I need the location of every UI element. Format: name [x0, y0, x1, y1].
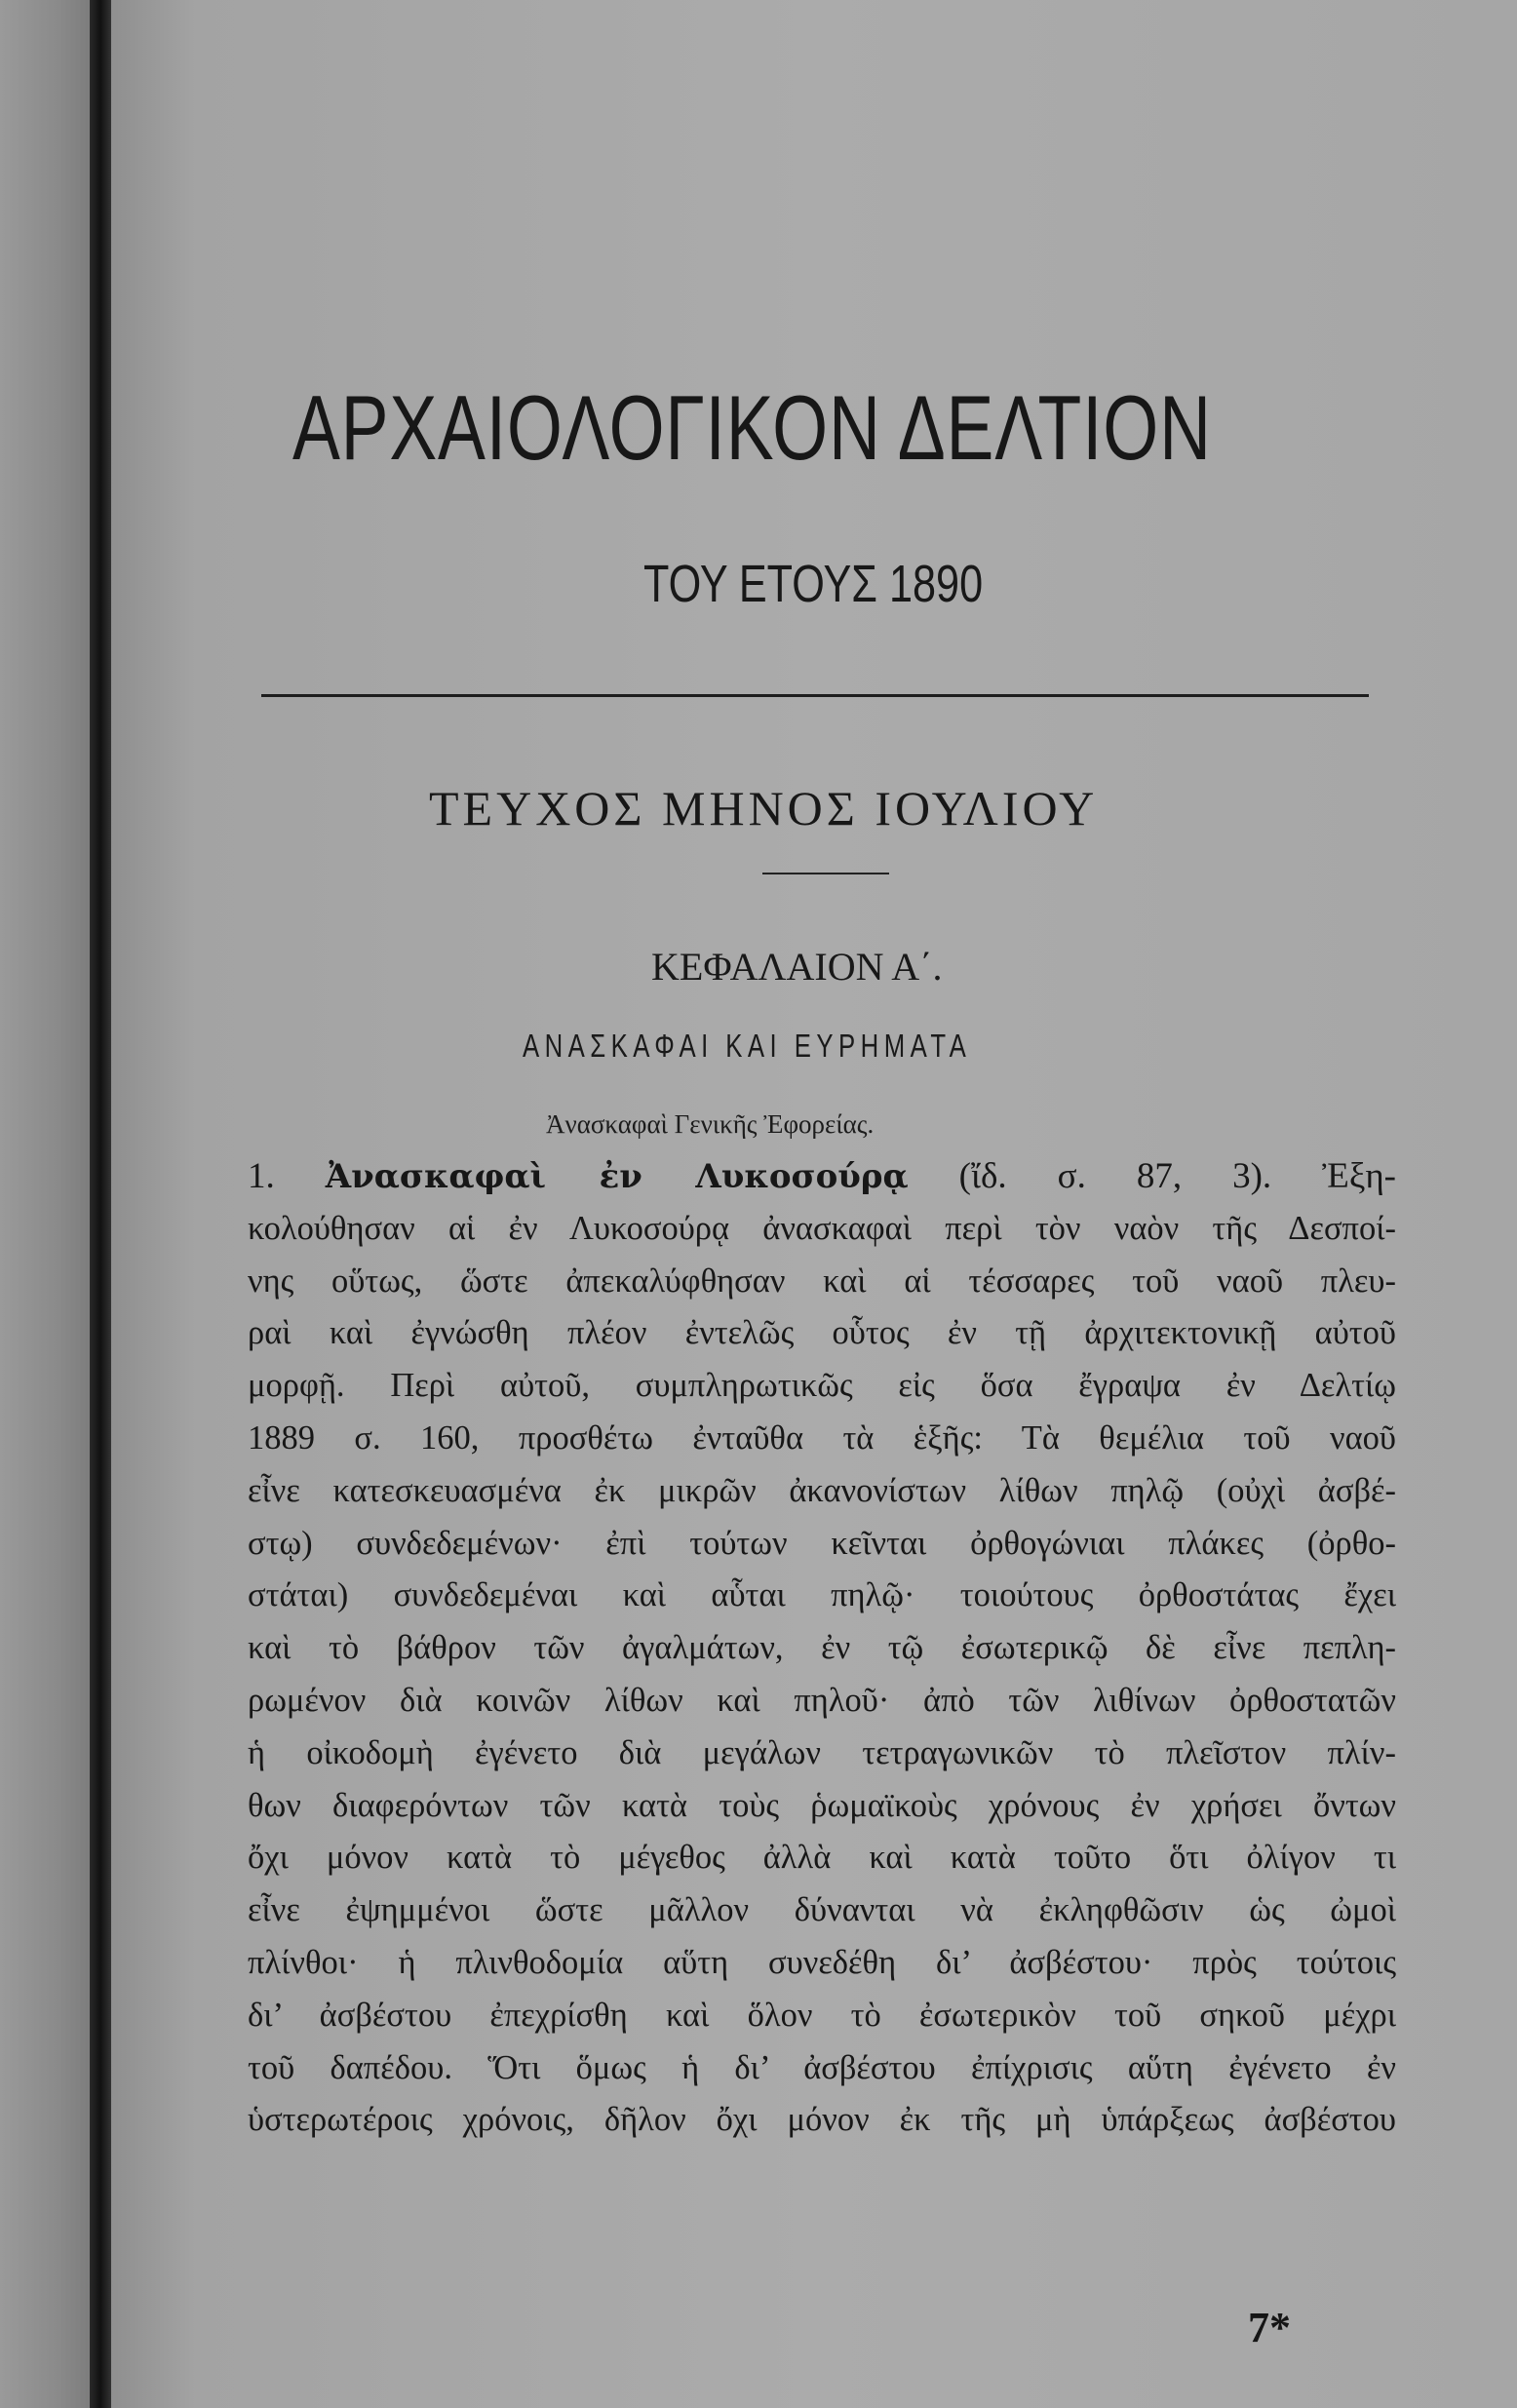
text-line: καὶ τὸ βάθρον τῶν ἀγαλμάτων, ἐν τῷ ἐσωτερικῷ δὲ εἶνε πεπλη-	[248, 1629, 1396, 1667]
subsection-heading: Ἀνασκαφαὶ Γενικῆς Ἐφορείας.	[546, 1109, 875, 1139]
left-gutter	[0, 0, 97, 2408]
text-line: τοῦ δαπέδου. Ὅτι ὅμως ἡ δι’ ἀσβέστου ἐπίχρισις αὕτη ἐγένετο ἐν	[248, 2048, 1396, 2086]
text-line: στάται) συνδεδεμέναι καὶ αὗται πηλῷ· τοιούτους ὀρθοστάτας ἔχει	[248, 1576, 1396, 1614]
issue-title: ΤΕΥΧΟΣ ΜΗΝΟΣ ΙΟΥΛΙΟΥ	[429, 781, 1099, 835]
journal-title: ΑΡΧΑΙΟΛΟΓΙΚΟΝ ΔΕΛΤΙΟΝ	[292, 376, 1212, 479]
text-line: ρωμένον διὰ κοινῶν λίθων καὶ πηλοῦ· ἀπὸ τῶν λιθίνων ὀρθοστατῶν	[248, 1681, 1396, 1719]
text-line: μορφῇ. Περὶ αὐτοῦ, συμπληρωτικῶς εἰς ὅσα ἔγραψα ἐν Δελτίῳ	[248, 1367, 1396, 1405]
text-line: εἶνε κατεσκευασμένα ἐκ μικρῶν ἀκανονίστων λίθων πηλῷ (οὐχὶ ἀσβέ-	[248, 1471, 1396, 1509]
chapter-heading: ΚΕΦΑΛΑΙΟΝ Α΄.	[651, 945, 943, 989]
text-line: 1889 σ. 160, προσθέτω ἐνταῦθα τὰ ἑξῆς: Τὰ θεμέλια τοῦ ναοῦ	[248, 1418, 1396, 1456]
text-line: εἶνε ἐψημμένοι ὥστε μᾶλλον δύνανται νὰ ἐκληφθῶσιν ὡς ὠμοὶ	[248, 1891, 1396, 1929]
text-line: ραὶ καὶ ἐγνώσθη πλέον ἐντελῶς οὗτος ἐν τῇ ἀρχιτεκτονικῇ αὐτοῦ	[248, 1314, 1396, 1352]
page-number: 7*	[1248, 2304, 1291, 2351]
text-line: δι’ ἀσβέστου ἐπεχρίσθη καὶ ὅλον τὸ ἐσωτερικὸν τοῦ σηκοῦ μέχρι	[248, 1996, 1396, 2034]
text-line: ὄχι μόνον κατὰ τὸ μέγεθος ἀλλὰ καὶ κατὰ τοῦτο ὅτι ὀλίγον τι	[248, 1839, 1396, 1877]
article-first-line	[248, 1150, 1396, 1203]
text-line: ἡ οἰκοδομὴ ἐγένετο διὰ μεγάλων τετραγωνικῶν τὸ πλεῖστον πλίν-	[248, 1733, 1396, 1771]
text-line: (ἴδ. σ. 87, 3). Ἐξη-	[958, 1156, 1396, 1196]
article-body	[248, 1150, 1396, 2147]
text-line: κολούθησαν αἱ ἐν Λυκοσούρᾳ ἀνασκαφαὶ περὶ τὸν ναὸν τῆς Δεσποί-	[248, 1209, 1396, 1247]
issue-rule	[762, 873, 889, 874]
title-rule	[261, 694, 1369, 697]
book-spine-shadow	[90, 0, 111, 2408]
section-heading: ΑΝΑΣΚΑΦΑΙ ΚΑΙ ΕΥΡΗΜΑΤΑ	[523, 1028, 972, 1064]
text-line: πλίνθοι· ἡ πλινθοδομία αὕτη συνεδέθη δι’ ἀσβέστου· πρὸς τούτοις	[248, 1943, 1396, 1981]
article-heading: Ἀνασκαφαὶ ἐν Λυκοσούρᾳ	[325, 1157, 909, 1196]
article-number: 1.	[248, 1156, 275, 1196]
text-line: στῳ) συνδεδεμένων· ἐπὶ τούτων κεῖνται ὀρθογώνιαι πλάκες (ὀρθο-	[248, 1524, 1396, 1562]
text-line: θων διαφερόντων τῶν κατὰ τοὺς ῥωμαϊκοὺς χρόνους ἐν χρήσει ὄντων	[248, 1786, 1396, 1824]
journal-year: ΤΟΥ ΕΤΟΥΣ 1890	[643, 555, 984, 613]
text-line: ὑστερωτέροις χρόνοις, δῆλον ὄχι μόνον ἐκ τῆς μὴ ὑπάρξεως ἀσβέστου	[248, 2101, 1396, 2139]
text-line: νης οὕτως, ὥστε ἀπεκαλύφθησαν καὶ αἱ τέσσαρες τοῦ ναοῦ πλευ-	[248, 1262, 1396, 1300]
